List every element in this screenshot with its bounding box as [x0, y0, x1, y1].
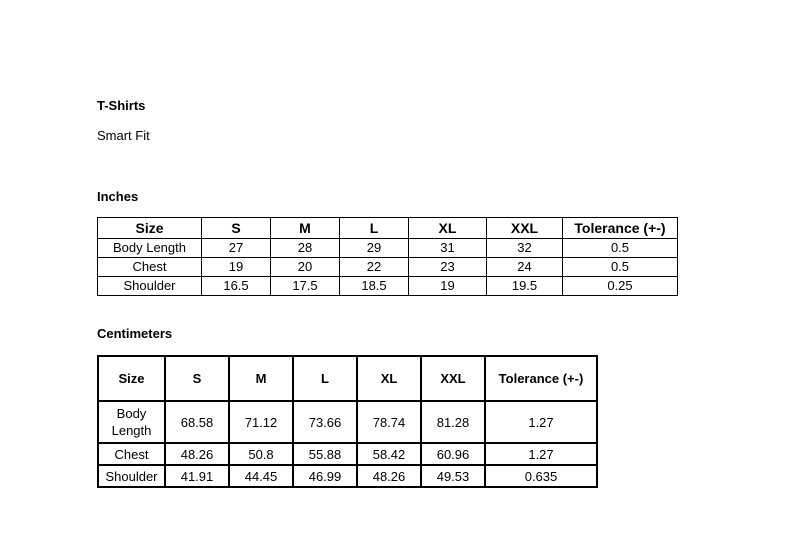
table-row — [98, 401, 597, 443]
header-m: M — [229, 356, 293, 401]
table-row — [98, 443, 597, 465]
header-xxl: XXL — [487, 218, 563, 239]
cell-l: 18.5 — [340, 277, 409, 296]
cell-m: 20 — [271, 258, 340, 277]
cell-xxl: 24 — [487, 258, 563, 277]
row-label: Body Length — [98, 239, 202, 258]
cell-m: 50.8 — [229, 443, 293, 465]
cell-tolerance: 1.27 — [485, 401, 597, 443]
table-row — [98, 239, 678, 258]
cell-xl: 78.74 — [357, 401, 421, 443]
cell-xl: 19 — [409, 277, 487, 296]
cell-xxl: 81.28 — [421, 401, 485, 443]
header-xxl: XXL — [421, 356, 485, 401]
header-tolerance: Tolerance (+-) — [485, 356, 597, 401]
inches-heading: Inches — [97, 189, 139, 204]
cell-xl: 23 — [409, 258, 487, 277]
header-size: Size — [98, 356, 165, 401]
table-row — [98, 465, 597, 487]
cell-xxl: 60.96 — [421, 443, 485, 465]
header-size: Size — [98, 218, 202, 239]
header-m: M — [271, 218, 340, 239]
cell-l: 46.99 — [293, 465, 357, 487]
cell-s: 41.91 — [165, 465, 229, 487]
cell-xxl: 32 — [487, 239, 563, 258]
row-label: Body Length — [98, 401, 165, 443]
table-header-row — [98, 356, 597, 401]
inches-size-table — [97, 217, 678, 296]
cell-l: 22 — [340, 258, 409, 277]
cell-l: 29 — [340, 239, 409, 258]
cell-tolerance: 1.27 — [485, 443, 597, 465]
header-s: S — [165, 356, 229, 401]
header-tolerance: Tolerance (+-) — [563, 218, 678, 239]
row-label: Chest — [98, 258, 202, 277]
centimeters-size-table — [97, 355, 598, 488]
cell-xxl: 49.53 — [421, 465, 485, 487]
cell-tolerance: 0.5 — [563, 258, 678, 277]
cell-m: 28 — [271, 239, 340, 258]
cell-xl: 31 — [409, 239, 487, 258]
cell-s: 68.58 — [165, 401, 229, 443]
header-xl: XL — [409, 218, 487, 239]
cell-tolerance: 0.5 — [563, 239, 678, 258]
cell-s: 27 — [202, 239, 271, 258]
cell-m: 44.45 — [229, 465, 293, 487]
cell-xl: 58.42 — [357, 443, 421, 465]
cell-xl: 48.26 — [357, 465, 421, 487]
cell-s: 19 — [202, 258, 271, 277]
centimeters-heading: Centimeters — [97, 326, 173, 341]
document-subtitle: Smart Fit — [97, 128, 150, 143]
cell-s: 16.5 — [202, 277, 271, 296]
cell-tolerance: 0.635 — [485, 465, 597, 487]
table-row — [98, 258, 678, 277]
cell-xxl: 19.5 — [487, 277, 563, 296]
cell-m: 71.12 — [229, 401, 293, 443]
cell-m: 17.5 — [271, 277, 340, 296]
row-label: Chest — [98, 443, 165, 465]
table-header-row — [98, 218, 678, 239]
cell-l: 73.66 — [293, 401, 357, 443]
cell-l: 55.88 — [293, 443, 357, 465]
cell-s: 48.26 — [165, 443, 229, 465]
cell-tolerance: 0.25 — [563, 277, 678, 296]
header-xl: XL — [357, 356, 421, 401]
table-row — [98, 277, 678, 296]
header-l: L — [340, 218, 409, 239]
row-label: Shoulder — [98, 277, 202, 296]
header-l: L — [293, 356, 357, 401]
row-label: Shoulder — [98, 465, 165, 487]
header-s: S — [202, 218, 271, 239]
document-title: T-Shirts — [97, 98, 146, 113]
